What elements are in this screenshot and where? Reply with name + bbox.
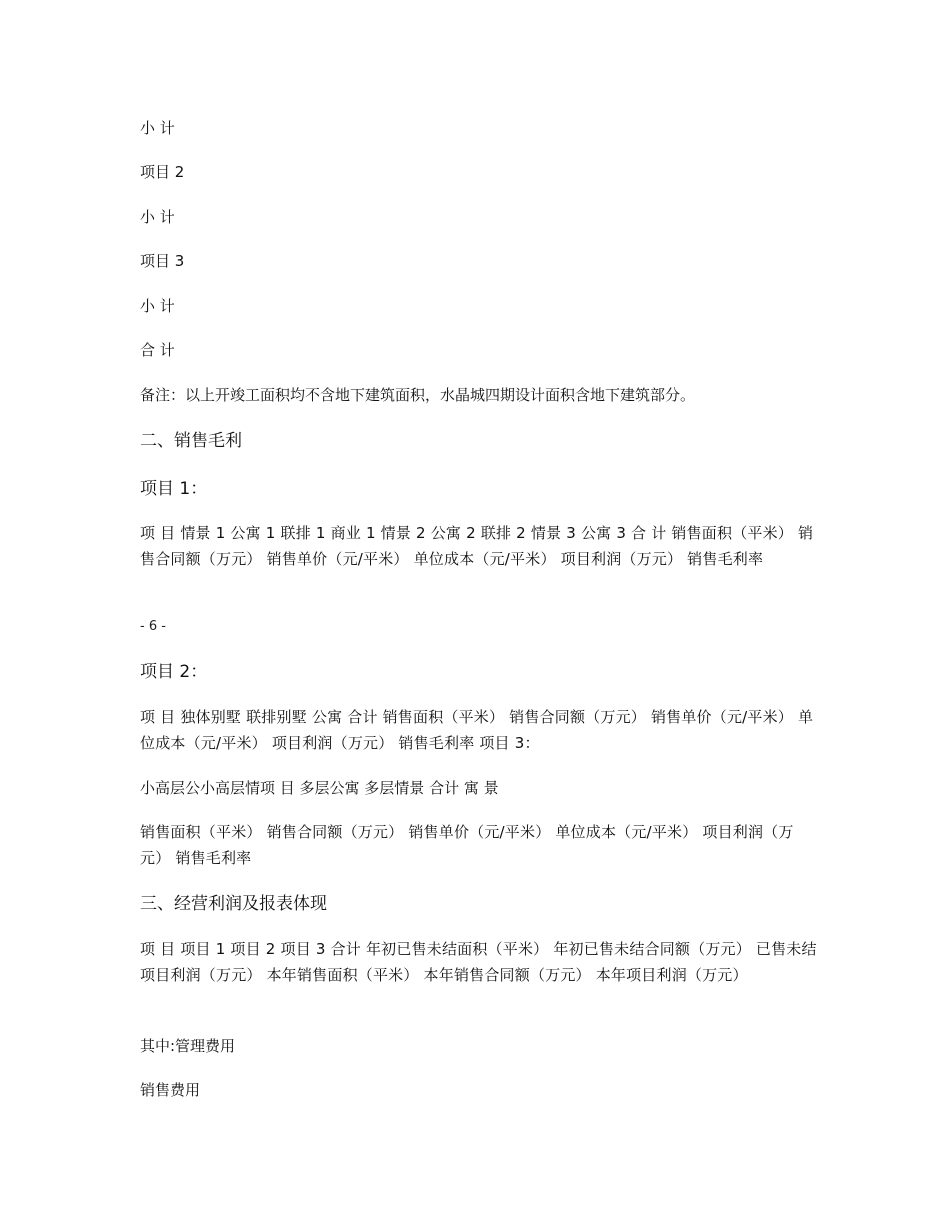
section-3-table-text: 项 目 项目 1 项目 2 项目 3 合计 年初已售未结面积（平米） 年初已售未结合同额（万元） 已售未结项目利润（万元） 本年销售面积（平米） 本年销售合同额（万元） 本年项目利润（万元） [140, 940, 817, 984]
page-number: - 6 - [140, 619, 166, 634]
total-label: 合 计 [140, 341, 175, 359]
project-3-label: 项目 3 [140, 252, 185, 270]
management-expense-label: 其中:管理费用 [140, 1037, 236, 1055]
subtotal-label: 小 计 [140, 297, 175, 315]
remark-note: 备注：以上开竣工面积均不含地下建筑面积，水晶城四期设计面积含地下建筑部分。 [140, 386, 696, 404]
project-1-title: 项目 1： [140, 479, 208, 499]
section-2-heading: 二、销售毛利 [140, 431, 242, 451]
project-3-table-header: 小高层公小高层情项 目 多层公寓 多层情景 合计 寓 景 [140, 779, 499, 797]
project-2-label: 项目 2 [140, 163, 185, 181]
project-2-table-text: 项 目 独体别墅 联排别墅 公寓 合计 销售面积（平米） 销售合同额（万元） 销售单价（元/平米） 单位成本（元/平米） 项目利润（万元） 销售毛利率 项目 3： [140, 708, 814, 752]
project-3-table-text: 销售面积（平米） 销售合同额（万元） 销售单价（元/平米） 单位成本（元/平米） 项目利润（万元） 销售毛利率 [140, 823, 794, 867]
project-2-title: 项目 2： [140, 662, 208, 682]
subtotal-label: 小 计 [140, 119, 175, 137]
sales-expense-label: 销售费用 [140, 1081, 201, 1099]
subtotal-label: 小 计 [140, 208, 175, 226]
section-3-heading: 三、经营利润及报表体现 [140, 894, 327, 914]
project-1-table-text: 项 目 情景 1 公寓 1 联排 1 商业 1 情景 2 公寓 2 联排 2 情景 3 公寓 3 合 计 销售面积（平米） 销售合同额（万元） 销售单价（元/平米） 单位成本（元/平米） 项目利润（万元） 销售毛利率 [140, 524, 814, 568]
